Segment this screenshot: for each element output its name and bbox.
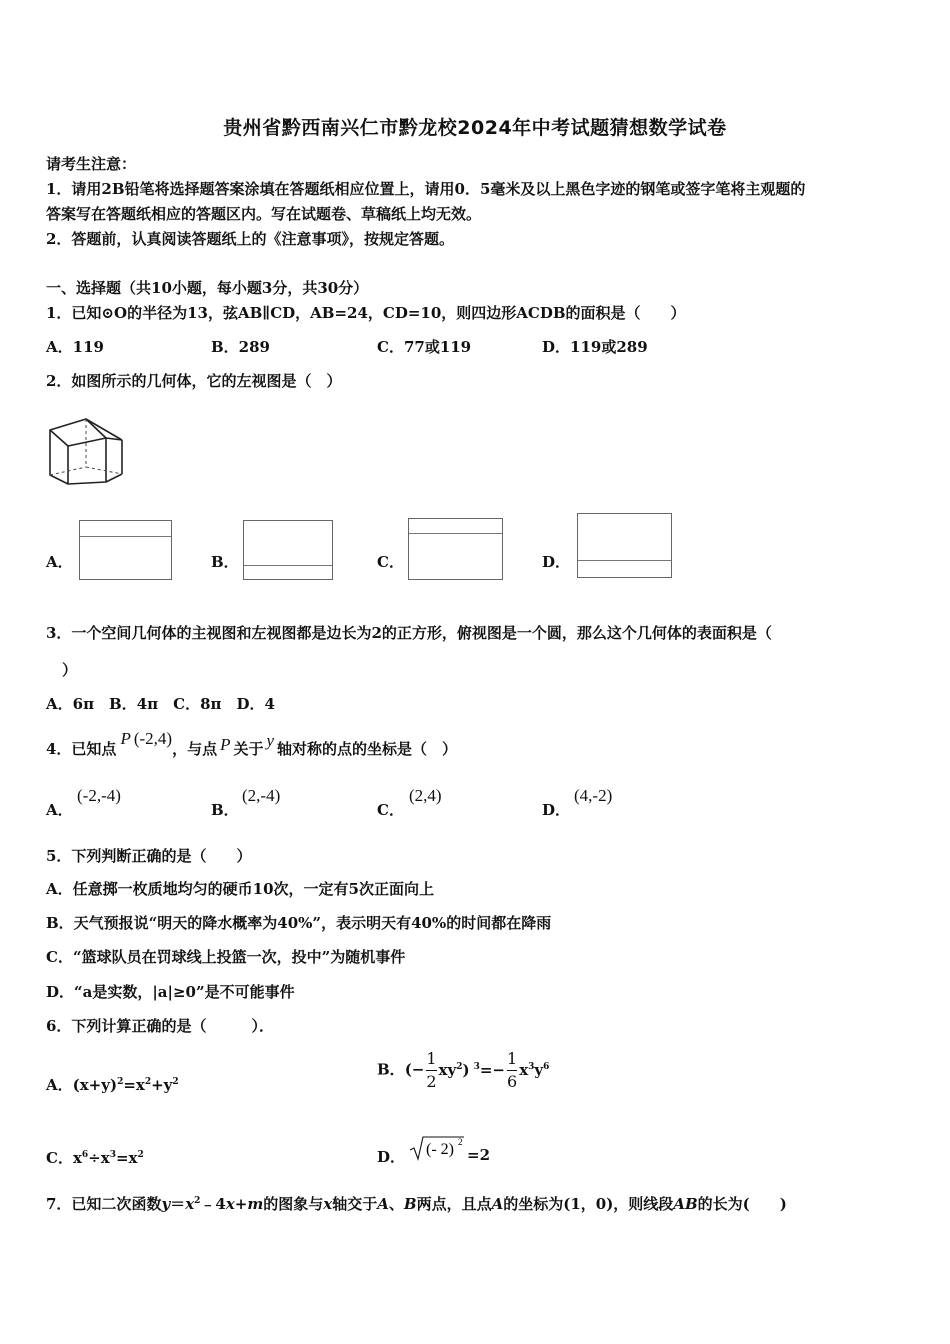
notice-item-1-line-1: 1．请用2B铅笔将选择题答案涂填在答题纸相应位置上，请用0．5毫米及以上黑色字迹的钢笔或签字笔将主观题的: [46, 180, 806, 198]
question-4-option-c-value: (2,4): [409, 786, 442, 805]
question-2-stem: 2．如图所示的几何体，它的左视图是（ ）: [46, 372, 342, 390]
question-6-option-b: B．(− $\frac{1}{2}$ $xy^2$) $^3$=− $\frac{1}{6}$ $x^3y^6$: [377, 1049, 550, 1091]
question-5-stem: 5．下列判断正确的是（ ）: [46, 847, 252, 865]
point-p-letter-2: P: [220, 735, 231, 754]
question-5-option-c: C．“篮球队员在罚球线上投篮一次，投中”为随机事件: [46, 948, 406, 966]
question-5-option-b: B．天气预报说“明天的降水概率为40%”，表示明天有40%的时间都在降雨: [46, 914, 552, 932]
question-1-option-a: A．119: [46, 338, 104, 356]
question-4-option-d-value: (4,-2): [574, 786, 613, 805]
question-3-stem-line-1: 3．一个空间几何体的主视图和左视图都是边长为2的正方形，俯视图是一个圆，那么这个几何体的表面积是（: [46, 624, 772, 642]
question-6-option-a-expr: $(x+y)^2=x^2+y^2$: [72, 1076, 179, 1094]
question-2-option-d-label: D．: [542, 553, 571, 571]
question-6-option-c: [46, 1147, 144, 1168]
question-6-option-a-label: A．: [46, 1076, 73, 1094]
question-4-stem: [46, 729, 458, 759]
exam-title: 贵州省黔西南兴仁市黔龙校2024年中考试题猜想数学试卷: [223, 117, 727, 139]
question-4-option-b-label: B．: [211, 801, 239, 819]
question-2-option-a-label: A．: [46, 553, 73, 571]
question-4-stem-part-3: 关于: [233, 740, 264, 758]
question-6-option-c-expr: $x^6\div x^3=x^2$: [72, 1149, 144, 1167]
question-2-option-c-label: C．: [377, 553, 404, 571]
question-5-option-a: A．任意掷一枚质地均匀的硬币10次，一定有5次正面向上: [46, 880, 434, 898]
figure-c-inner-line: [409, 533, 502, 534]
solid-figure-drawing: [46, 412, 128, 487]
question-4-stem-part-4: 轴对称的点的坐标是（ ）: [277, 740, 458, 758]
figure-a-inner-line: [80, 536, 171, 537]
question-6-stem: 6．下列计算正确的是（ ）．: [46, 1017, 274, 1035]
question-1-stem: 1．已知⊙O的半径为13，弦AB∥CD，AB=24，CD=10，则四边形ACDB的面积是（ ）: [46, 304, 686, 322]
section-heading: 一、选择题（共10小题，每小题3分，共30分）: [46, 279, 369, 297]
question-4-point-p: [120, 729, 172, 748]
question-7-stem: 7．已知二次函数$y=x^2﹣4x+m$的图象与x轴交于A、B两点，且点A的坐标为(1，0)，则线段AB的长为( ): [46, 1195, 787, 1213]
fraction-one-sixth: $\frac{1}{6}$: [507, 1049, 518, 1091]
square-root-sign: [408, 1134, 466, 1162]
question-2-option-a-figure: [79, 520, 172, 580]
question-1-option-c: C．77或119: [377, 338, 472, 356]
question-4-option-b-value: (2,-4): [242, 786, 281, 805]
question-4-option-a-value: (-2,-4): [77, 786, 121, 805]
question-4-option-a-label: A．: [46, 801, 73, 819]
question-6-option-a: [46, 1074, 179, 1095]
question-4-stem-part-1: 4．已知点: [46, 740, 117, 758]
question-6-option-c-label: C．: [46, 1149, 73, 1167]
question-5-option-d: D．“a是实数，|a|≥0”是不可能事件: [46, 983, 295, 1001]
question-3-stem-line-2: ）: [62, 661, 78, 679]
question-3-options: A．6π B．4π C．8π D．4: [46, 695, 275, 713]
question-2-option-b-figure: [243, 520, 333, 580]
question-4-option-d-label: D．: [542, 801, 571, 819]
question-6-option-d-label: D．: [377, 1148, 406, 1166]
question-4-stem-part-2: ，与点: [172, 740, 218, 758]
question-4-option-c-label: C．: [377, 801, 404, 819]
notice-item-1-line-2: 答案写在答题纸相应的答题区内。写在试题卷、草稿纸上均无效。: [46, 205, 482, 223]
question-2-option-c-figure: [408, 518, 503, 580]
notice-heading: 请考生注意：: [46, 155, 137, 173]
point-p-coordinate: (-2,4): [133, 729, 173, 748]
notice-item-2: 2．答题前，认真阅读答题纸上的《注意事项》，按规定答题。: [46, 230, 454, 248]
question-1-option-b: B．289: [211, 338, 270, 356]
question-2-option-d-figure: [577, 513, 672, 578]
fraction-one-half: $\frac{1}{2}$: [426, 1049, 437, 1091]
question-1-option-d: D．119或289: [542, 338, 648, 356]
figure-b-inner-line: [244, 565, 332, 566]
figure-d-inner-line: [578, 560, 671, 561]
point-p-letter: P: [120, 729, 131, 748]
question-6-option-d-result: =2: [467, 1146, 491, 1164]
question-2-option-b-label: B．: [211, 553, 239, 571]
svg-text:2: 2: [458, 1137, 463, 1147]
svg-text:(- 2): (- 2): [426, 1141, 454, 1158]
question-6-option-b-label: B．: [377, 1060, 405, 1079]
axis-y-letter: y: [266, 731, 275, 750]
